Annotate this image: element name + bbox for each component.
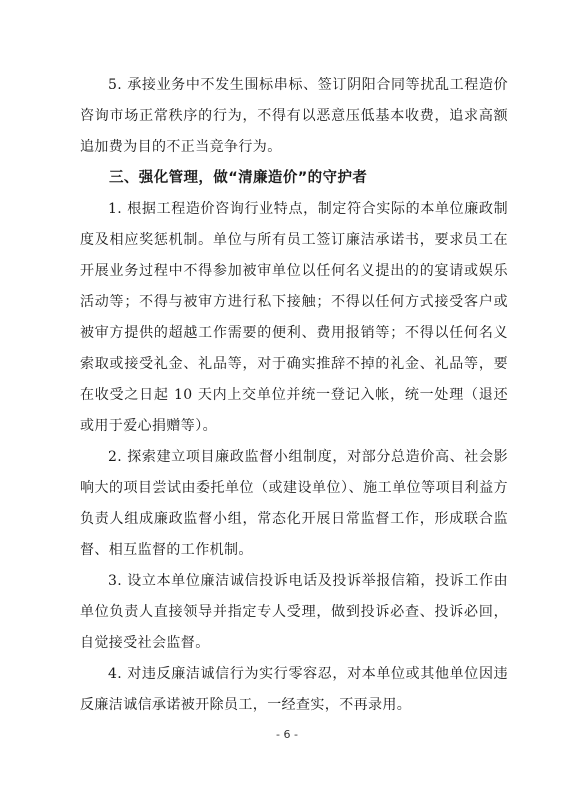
document-body — [80, 70, 508, 721]
paragraph-item-4: 4. 对违反廉洁诚信行为实行零容忍，对本单位或其他单位因违反廉洁诚信承诺被开除员工，一经查实，不再录用。 — [80, 666, 508, 713]
page-number: - 6 - — [276, 728, 298, 741]
paragraph-item-3: 3. 设立本单位廉洁诚信投诉电话及投诉举报信箱，投诉工作由单位负责人直接领导并指定专人受理，做到投诉必查、投诉必回，自觉接受社会监督。 — [80, 573, 508, 651]
paragraph-item-1: 1. 根据工程造价咨询行业特点，制定符合实际的本单位廉政制度及相应奖惩机制。单位与所有员工签订廉洁承诺书，要求员工在开展业务过程中不得参加被审单位以任何名义提出的的宴请或娱乐活动等；不得与被审方进行私下接触；不得以任何方式接受客户或被审方提供的超越工作需要的便利、费用报销等；不得以任何名义索取或接受礼金、礼品等，对于确实推辞不掉的礼金、礼品等，要在收受之日起 10 天内上交单位并统一登记入帐，统一处理（退还或用于爱心捐赠等）。 — [80, 201, 508, 434]
paragraph-item-5: 5. 承接业务中不发生围标串标、签订阴阳合同等扰乱工程造价咨询市场正常秩序的行为，不得有以恶意压低基本收费，追求高额追加费为目的不正当竞争行为。 — [80, 77, 508, 155]
section-heading: 三、强化管理，做“清廉造价”的守护者 — [109, 170, 368, 186]
paragraph-item-2: 2. 探索建立项目廉政监督小组制度，对部分总造价高、社会影响大的项目尝试由委托单位（或建设单位）、施工单位等项目利益方负责人组成廉政监督小组，常态化开展日常监督工作，形成联合监督、相互监督的工作机制。 — [80, 449, 508, 558]
